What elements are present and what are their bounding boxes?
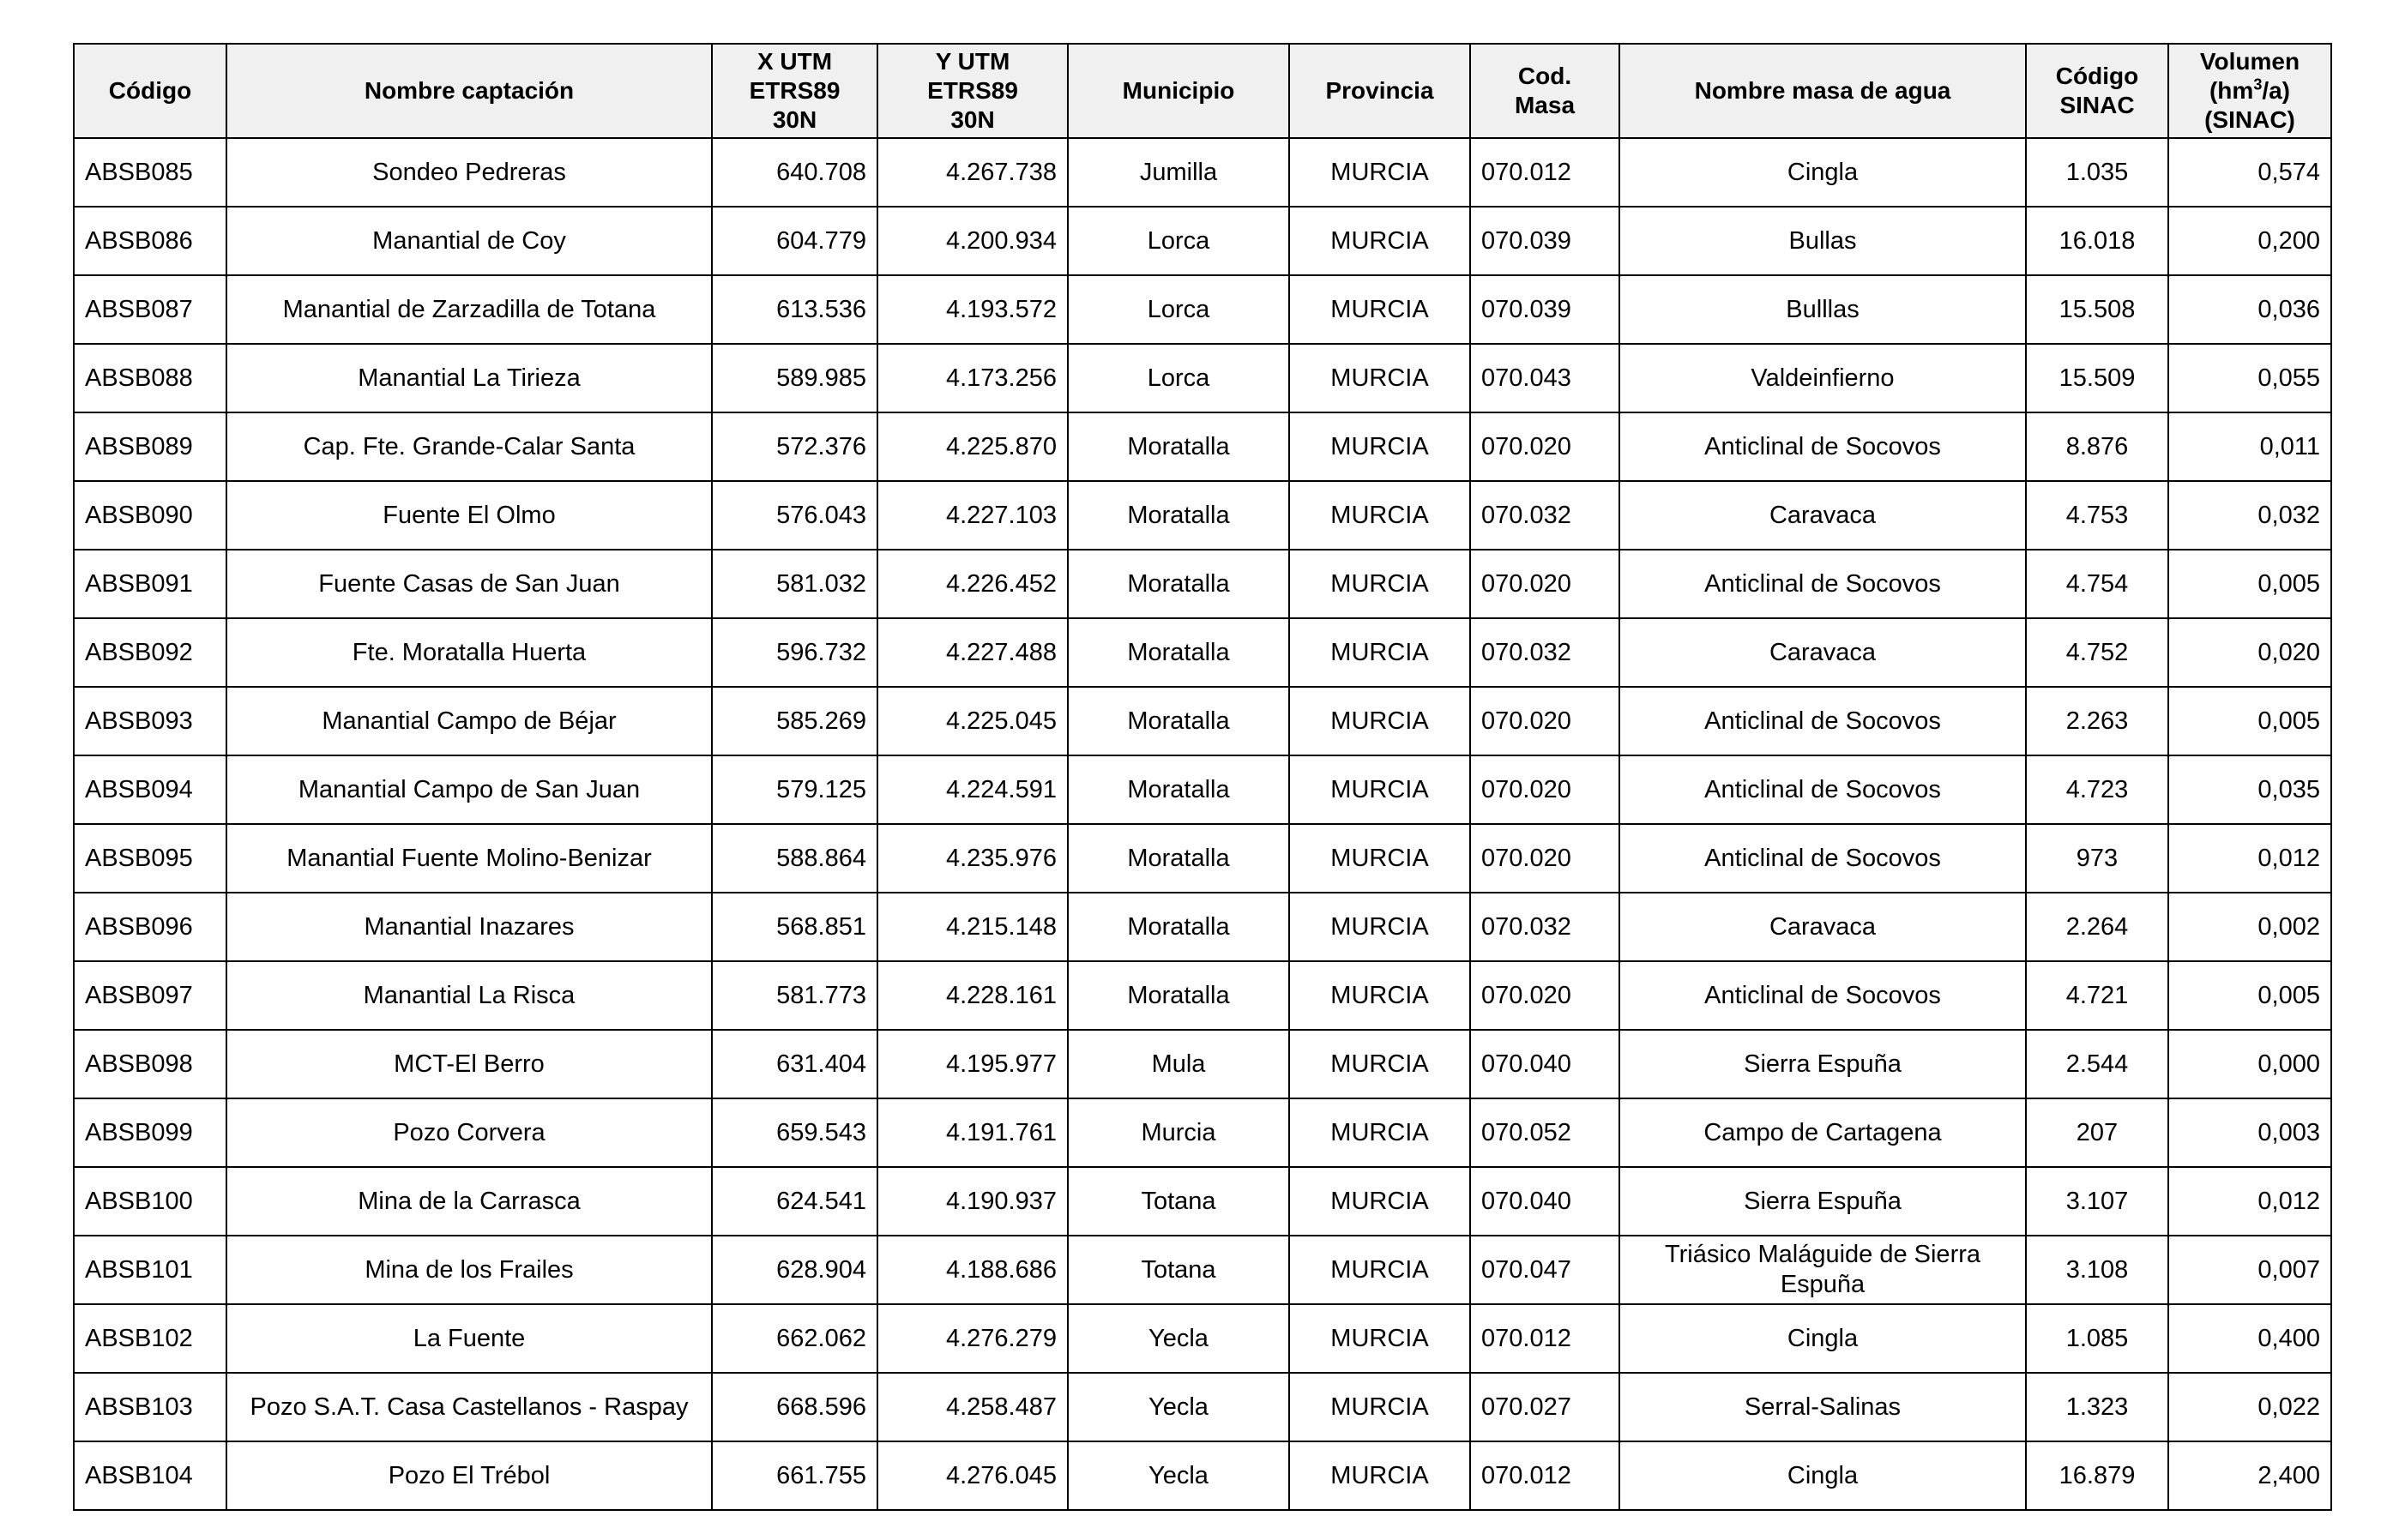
cell-nombre-captacion: Manantial Campo de San Juan: [226, 755, 712, 824]
cell-nombre-captacion: Manantial Campo de Béjar: [226, 687, 712, 755]
cell-volumen: 0,574: [2168, 138, 2331, 207]
table-row: [74, 618, 2331, 687]
cell-provincia: MURCIA: [1289, 618, 1470, 687]
cell-codigo-sinac: 4.752: [2026, 618, 2168, 687]
table-row: [74, 1441, 2331, 1510]
cell-codigo: ABSB088: [74, 344, 226, 412]
cell-x-utm: 659.543: [712, 1098, 877, 1167]
table-body: [74, 138, 2331, 1510]
cell-codigo-sinac: 2.264: [2026, 893, 2168, 961]
cell-municipio: Lorca: [1068, 207, 1289, 275]
cell-cod-masa: 070.040: [1470, 1167, 1619, 1236]
cell-codigo-sinac: 15.509: [2026, 344, 2168, 412]
cell-codigo: ABSB095: [74, 824, 226, 893]
cell-y-utm: 4.235.976: [877, 824, 1068, 893]
table-row: [74, 961, 2331, 1030]
cell-volumen: 0,012: [2168, 824, 2331, 893]
cell-y-utm: 4.225.870: [877, 412, 1068, 481]
cell-y-utm: 4.193.572: [877, 275, 1068, 344]
cell-cod-masa: 070.020: [1470, 755, 1619, 824]
cell-codigo-sinac: 4.723: [2026, 755, 2168, 824]
cell-nombre-masa: Valdeinfierno: [1619, 344, 2026, 412]
cell-cod-masa: 070.012: [1470, 1304, 1619, 1373]
cell-x-utm: 628.904: [712, 1236, 877, 1304]
cell-codigo: ABSB091: [74, 550, 226, 618]
cell-provincia: MURCIA: [1289, 1373, 1470, 1441]
cell-nombre-captacion: Manantial de Zarzadilla de Totana: [226, 275, 712, 344]
cell-municipio: Jumilla: [1068, 138, 1289, 207]
cell-cod-masa: 070.032: [1470, 618, 1619, 687]
cell-volumen: 0,035: [2168, 755, 2331, 824]
cell-volumen: 0,000: [2168, 1030, 2331, 1098]
cell-municipio: Yecla: [1068, 1441, 1289, 1510]
cell-nombre-captacion: Manantial Fuente Molino-Benizar: [226, 824, 712, 893]
cell-volumen: 0,005: [2168, 550, 2331, 618]
cell-y-utm: 4.173.256: [877, 344, 1068, 412]
cell-x-utm: 585.269: [712, 687, 877, 755]
cell-provincia: MURCIA: [1289, 1236, 1470, 1304]
cell-codigo-sinac: 16.018: [2026, 207, 2168, 275]
cell-x-utm: 631.404: [712, 1030, 877, 1098]
header-y-utm: Y UTM ETRS89 30N: [877, 44, 1068, 138]
cell-nombre-masa: Bulllas: [1619, 275, 2026, 344]
cell-codigo-sinac: 15.508: [2026, 275, 2168, 344]
cell-volumen: 0,003: [2168, 1098, 2331, 1167]
cell-codigo: ABSB093: [74, 687, 226, 755]
cell-provincia: MURCIA: [1289, 824, 1470, 893]
cell-provincia: MURCIA: [1289, 1167, 1470, 1236]
cell-volumen: 0,012: [2168, 1167, 2331, 1236]
cell-x-utm: 589.985: [712, 344, 877, 412]
cell-cod-masa: 070.052: [1470, 1098, 1619, 1167]
cell-cod-masa: 070.012: [1470, 1441, 1619, 1510]
cell-codigo-sinac: 1.035: [2026, 138, 2168, 207]
cell-codigo-sinac: 4.721: [2026, 961, 2168, 1030]
cell-nombre-masa: Campo de Cartagena: [1619, 1098, 2026, 1167]
cell-provincia: MURCIA: [1289, 207, 1470, 275]
cell-municipio: Moratalla: [1068, 893, 1289, 961]
cell-x-utm: 604.779: [712, 207, 877, 275]
cell-municipio: Yecla: [1068, 1304, 1289, 1373]
cell-y-utm: 4.215.148: [877, 893, 1068, 961]
header-x-utm: X UTM ETRS89 30N: [712, 44, 877, 138]
cell-nombre-masa: Caravaca: [1619, 893, 2026, 961]
cell-codigo: ABSB103: [74, 1373, 226, 1441]
cell-provincia: MURCIA: [1289, 275, 1470, 344]
cell-nombre-captacion: Manantial Inazares: [226, 893, 712, 961]
cell-y-utm: 4.227.488: [877, 618, 1068, 687]
cell-municipio: Lorca: [1068, 275, 1289, 344]
table-row: [74, 481, 2331, 550]
cell-cod-masa: 070.040: [1470, 1030, 1619, 1098]
cell-cod-masa: 070.012: [1470, 138, 1619, 207]
cell-x-utm: 661.755: [712, 1441, 877, 1510]
cell-y-utm: 4.276.279: [877, 1304, 1068, 1373]
cell-provincia: MURCIA: [1289, 755, 1470, 824]
cell-cod-masa: 070.039: [1470, 275, 1619, 344]
cell-volumen: 2,400: [2168, 1441, 2331, 1510]
cell-x-utm: 624.541: [712, 1167, 877, 1236]
cell-volumen: 0,005: [2168, 687, 2331, 755]
cell-y-utm: 4.227.103: [877, 481, 1068, 550]
cell-cod-masa: 070.027: [1470, 1373, 1619, 1441]
cell-volumen: 0,400: [2168, 1304, 2331, 1373]
header-codigo-sinac: Código SINAC: [2026, 44, 2168, 138]
cell-volumen: 0,011: [2168, 412, 2331, 481]
cell-codigo-sinac: 8.876: [2026, 412, 2168, 481]
cell-x-utm: 576.043: [712, 481, 877, 550]
cell-cod-masa: 070.043: [1470, 344, 1619, 412]
captaciones-table: [73, 43, 2332, 1511]
header-nombre-masa: Nombre masa de agua: [1619, 44, 2026, 138]
cell-municipio: Moratalla: [1068, 824, 1289, 893]
cell-codigo: ABSB090: [74, 481, 226, 550]
cell-codigo: ABSB097: [74, 961, 226, 1030]
cell-codigo-sinac: 1.085: [2026, 1304, 2168, 1373]
cell-codigo: ABSB102: [74, 1304, 226, 1373]
cell-municipio: Totana: [1068, 1236, 1289, 1304]
cell-codigo: ABSB099: [74, 1098, 226, 1167]
cell-volumen: 0,032: [2168, 481, 2331, 550]
cell-municipio: Moratalla: [1068, 412, 1289, 481]
cell-provincia: MURCIA: [1289, 344, 1470, 412]
header-municipio: Municipio: [1068, 44, 1289, 138]
cell-codigo: ABSB096: [74, 893, 226, 961]
cell-provincia: MURCIA: [1289, 1030, 1470, 1098]
table-row: [74, 1236, 2331, 1304]
cell-provincia: MURCIA: [1289, 893, 1470, 961]
header-nombre-captacion: Nombre captación: [226, 44, 712, 138]
cell-cod-masa: 070.020: [1470, 687, 1619, 755]
cell-codigo-sinac: 4.754: [2026, 550, 2168, 618]
cell-provincia: MURCIA: [1289, 1441, 1470, 1510]
cell-codigo-sinac: 4.753: [2026, 481, 2168, 550]
cell-nombre-captacion: Fuente Casas de San Juan: [226, 550, 712, 618]
table-row: [74, 824, 2331, 893]
cell-municipio: Yecla: [1068, 1373, 1289, 1441]
cell-x-utm: 581.032: [712, 550, 877, 618]
table-row: [74, 412, 2331, 481]
cell-nombre-captacion: Mina de la Carrasca: [226, 1167, 712, 1236]
cell-x-utm: 640.708: [712, 138, 877, 207]
cell-codigo: ABSB101: [74, 1236, 226, 1304]
table-row: [74, 275, 2331, 344]
table-row: [74, 893, 2331, 961]
cell-y-utm: 4.267.738: [877, 138, 1068, 207]
cell-nombre-masa: Cingla: [1619, 138, 2026, 207]
cell-nombre-masa: Anticlinal de Socovos: [1619, 755, 2026, 824]
cell-nombre-captacion: Manantial La Risca: [226, 961, 712, 1030]
cell-codigo: ABSB087: [74, 275, 226, 344]
cell-municipio: Moratalla: [1068, 961, 1289, 1030]
cell-x-utm: 613.536: [712, 275, 877, 344]
cell-codigo-sinac: 1.323: [2026, 1373, 2168, 1441]
table-row: [74, 1373, 2331, 1441]
cell-nombre-masa: Anticlinal de Socovos: [1619, 824, 2026, 893]
cell-cod-masa: 070.020: [1470, 412, 1619, 481]
cell-nombre-captacion: Pozo El Trébol: [226, 1441, 712, 1510]
cell-cod-masa: 070.020: [1470, 824, 1619, 893]
cell-provincia: MURCIA: [1289, 1098, 1470, 1167]
cell-codigo: ABSB085: [74, 138, 226, 207]
cell-x-utm: 588.864: [712, 824, 877, 893]
cell-provincia: MURCIA: [1289, 550, 1470, 618]
cell-y-utm: 4.200.934: [877, 207, 1068, 275]
cell-codigo: ABSB086: [74, 207, 226, 275]
cell-provincia: MURCIA: [1289, 961, 1470, 1030]
cell-volumen: 0,055: [2168, 344, 2331, 412]
cell-codigo: ABSB098: [74, 1030, 226, 1098]
cell-codigo-sinac: 3.108: [2026, 1236, 2168, 1304]
cell-cod-masa: 070.020: [1470, 961, 1619, 1030]
cell-nombre-captacion: MCT-El Berro: [226, 1030, 712, 1098]
table-row: [74, 755, 2331, 824]
header-volumen: Volumen $(hm^3/a)$ (SINAC): [2168, 44, 2331, 138]
cell-provincia: MURCIA: [1289, 481, 1470, 550]
cell-volumen: 0,007: [2168, 1236, 2331, 1304]
cell-nombre-masa: Anticlinal de Socovos: [1619, 412, 2026, 481]
table-row: [74, 1098, 2331, 1167]
cell-nombre-captacion: Cap. Fte. Grande-Calar Santa: [226, 412, 712, 481]
cell-nombre-masa: Sierra Espuña: [1619, 1030, 2026, 1098]
cell-x-utm: 596.732: [712, 618, 877, 687]
cell-codigo-sinac: 207: [2026, 1098, 2168, 1167]
cell-cod-masa: 070.032: [1470, 481, 1619, 550]
cell-codigo: ABSB089: [74, 412, 226, 481]
cell-cod-masa: 070.047: [1470, 1236, 1619, 1304]
cell-nombre-masa: Anticlinal de Socovos: [1619, 961, 2026, 1030]
table-row: [74, 687, 2331, 755]
cell-codigo-sinac: 16.879: [2026, 1441, 2168, 1510]
cell-y-utm: 4.258.487: [877, 1373, 1068, 1441]
cell-volumen: 0,022: [2168, 1373, 2331, 1441]
cell-y-utm: 4.188.686: [877, 1236, 1068, 1304]
cell-codigo-sinac: 2.544: [2026, 1030, 2168, 1098]
cell-codigo-sinac: 3.107: [2026, 1167, 2168, 1236]
cell-nombre-masa: Caravaca: [1619, 618, 2026, 687]
cell-nombre-masa: Anticlinal de Socovos: [1619, 550, 2026, 618]
table-row: [74, 207, 2331, 275]
table-row: [74, 1030, 2331, 1098]
cell-provincia: MURCIA: [1289, 1304, 1470, 1373]
header-cod-masa: Cod. Masa: [1470, 44, 1619, 138]
cell-x-utm: 572.376: [712, 412, 877, 481]
cell-volumen: 0,200: [2168, 207, 2331, 275]
cell-nombre-captacion: Manantial de Coy: [226, 207, 712, 275]
cell-nombre-masa: Anticlinal de Socovos: [1619, 687, 2026, 755]
table-header: [74, 44, 2331, 138]
cell-x-utm: 668.596: [712, 1373, 877, 1441]
cell-y-utm: 4.226.452: [877, 550, 1068, 618]
cell-y-utm: 4.276.045: [877, 1441, 1068, 1510]
cell-codigo: ABSB094: [74, 755, 226, 824]
table-row: [74, 1304, 2331, 1373]
cell-nombre-captacion: Pozo S.A.T. Casa Castellanos - Raspay: [226, 1373, 712, 1441]
cell-nombre-captacion: Fte. Moratalla Huerta: [226, 618, 712, 687]
table-row: [74, 344, 2331, 412]
cell-municipio: Lorca: [1068, 344, 1289, 412]
cell-y-utm: 4.224.591: [877, 755, 1068, 824]
cell-nombre-masa: Serral-Salinas: [1619, 1373, 2026, 1441]
cell-provincia: MURCIA: [1289, 687, 1470, 755]
cell-volumen: 0,020: [2168, 618, 2331, 687]
cell-nombre-masa: Cingla: [1619, 1441, 2026, 1510]
cell-municipio: Totana: [1068, 1167, 1289, 1236]
cell-x-utm: 662.062: [712, 1304, 877, 1373]
cell-municipio: Murcia: [1068, 1098, 1289, 1167]
cell-municipio: Mula: [1068, 1030, 1289, 1098]
cell-nombre-captacion: Manantial La Tirieza: [226, 344, 712, 412]
header-codigo: Código: [74, 44, 226, 138]
cell-nombre-masa: Caravaca: [1619, 481, 2026, 550]
cell-y-utm: 4.191.761: [877, 1098, 1068, 1167]
cell-nombre-masa: Sierra Espuña: [1619, 1167, 2026, 1236]
cell-nombre-captacion: Pozo Corvera: [226, 1098, 712, 1167]
cell-codigo: ABSB104: [74, 1441, 226, 1510]
cell-x-utm: 581.773: [712, 961, 877, 1030]
cell-municipio: Moratalla: [1068, 687, 1289, 755]
cell-municipio: Moratalla: [1068, 618, 1289, 687]
table-row: [74, 1167, 2331, 1236]
cell-municipio: Moratalla: [1068, 481, 1289, 550]
cell-nombre-masa: Cingla: [1619, 1304, 2026, 1373]
cell-municipio: Moratalla: [1068, 550, 1289, 618]
cell-nombre-captacion: Sondeo Pedreras: [226, 138, 712, 207]
cell-y-utm: 4.195.977: [877, 1030, 1068, 1098]
cell-y-utm: 4.190.937: [877, 1167, 1068, 1236]
header-provincia: Provincia: [1289, 44, 1470, 138]
cell-volumen: 0,005: [2168, 961, 2331, 1030]
cell-cod-masa: 070.032: [1470, 893, 1619, 961]
table-row: [74, 550, 2331, 618]
cell-codigo: ABSB100: [74, 1167, 226, 1236]
cell-y-utm: 4.225.045: [877, 687, 1068, 755]
cell-x-utm: 579.125: [712, 755, 877, 824]
cell-x-utm: 568.851: [712, 893, 877, 961]
cell-volumen: 0,036: [2168, 275, 2331, 344]
cell-volumen: 0,002: [2168, 893, 2331, 961]
cell-cod-masa: 070.039: [1470, 207, 1619, 275]
cell-nombre-masa: Bullas: [1619, 207, 2026, 275]
cell-nombre-captacion: Fuente El Olmo: [226, 481, 712, 550]
cell-nombre-masa: Triásico Maláguide de Sierra Espuña: [1619, 1236, 2026, 1304]
header-row: [74, 44, 2331, 138]
cell-nombre-captacion: Mina de los Frailes: [226, 1236, 712, 1304]
cell-provincia: MURCIA: [1289, 138, 1470, 207]
cell-y-utm: 4.228.161: [877, 961, 1068, 1030]
cell-cod-masa: 070.020: [1470, 550, 1619, 618]
cell-codigo-sinac: 2.263: [2026, 687, 2168, 755]
cell-codigo: ABSB092: [74, 618, 226, 687]
cell-provincia: MURCIA: [1289, 412, 1470, 481]
cell-nombre-captacion: La Fuente: [226, 1304, 712, 1373]
cell-municipio: Moratalla: [1068, 755, 1289, 824]
cell-codigo-sinac: 973: [2026, 824, 2168, 893]
table-row: [74, 138, 2331, 207]
